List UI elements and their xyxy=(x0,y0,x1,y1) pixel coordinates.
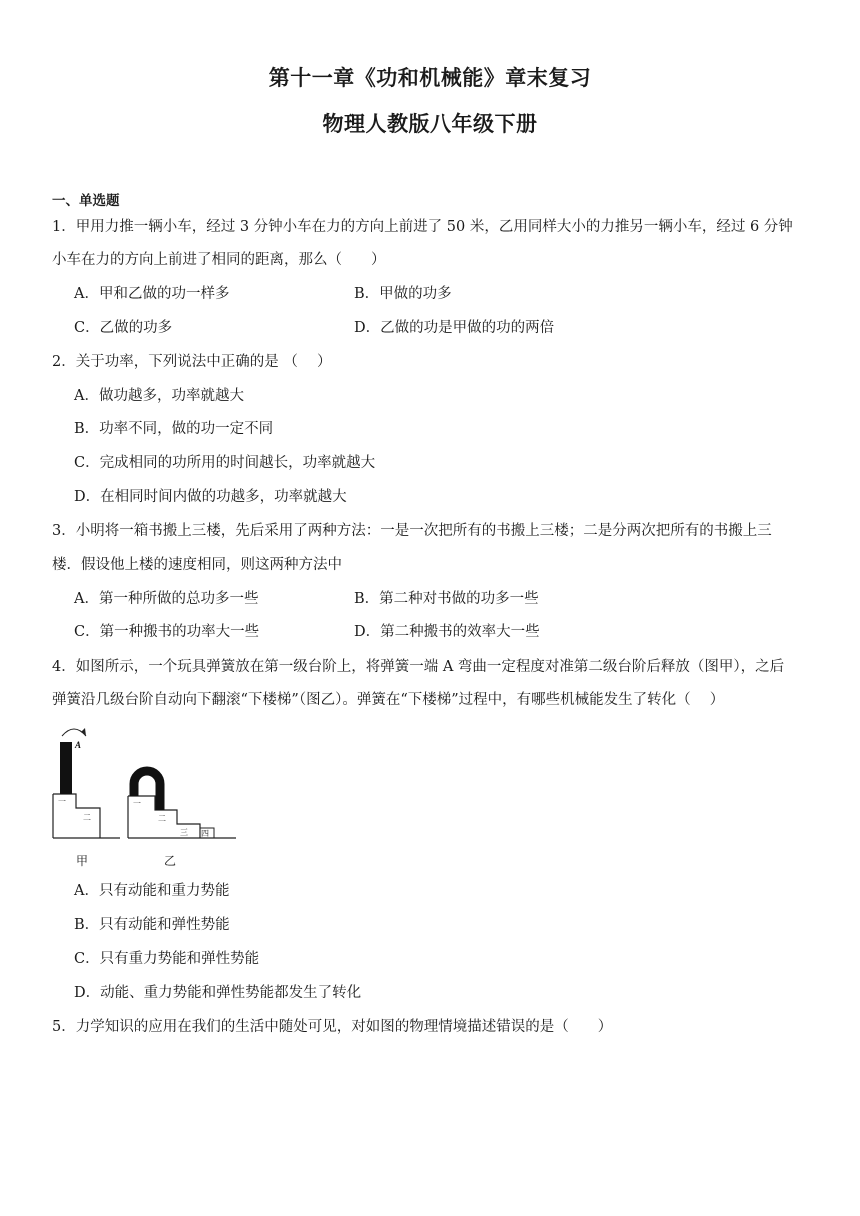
question-1-option-a: A．甲和乙做的功一样多 xyxy=(74,286,230,302)
figure-yi xyxy=(128,771,236,838)
figure-caption-jia: 甲 xyxy=(76,854,89,868)
question-1-line-2: 小车在力的方向上前进了相同的距离，那么（ ） xyxy=(52,252,386,268)
question-2-option-b: B．功率不同，做的功一定不同 xyxy=(74,421,274,437)
question-1-option-d: D．乙做的功是甲做的功的两倍 xyxy=(354,320,555,336)
question-4-option-c: C．只有重力势能和弹性势能 xyxy=(74,951,260,967)
question-2-option-c: C．完成相同的功所用的时间越长，功率就越大 xyxy=(74,455,376,471)
question-1-option-b: B．甲做的功多 xyxy=(354,286,452,302)
question-3-option-d: D．第二种搬书的效率大一些 xyxy=(354,624,540,640)
point-a-label: A xyxy=(75,740,82,750)
question-5-line-1: 5．力学知识的应用在我们的生活中随处可见，对如图的物理情境描述错误的是（ ） xyxy=(52,1019,613,1035)
page-subtitle: 物理人教版八年级下册 xyxy=(322,112,538,136)
question-3-line-2: 楼．假设他上楼的速度相同，则这两种方法中 xyxy=(52,557,342,573)
step-label-yi-4: 四 xyxy=(201,829,209,838)
question-4-option-a: A．只有动能和重力势能 xyxy=(74,883,230,899)
step-label-2: 二 xyxy=(83,813,91,822)
question-1-option-c: C．乙做的功多 xyxy=(74,320,173,336)
question-4-option-b: B．只有动能和弹性势能 xyxy=(74,917,230,933)
figure-jia xyxy=(53,728,120,838)
step-label-yi-3: 三 xyxy=(180,828,188,837)
page-title: 第十一章《功和机械能》章末复习 xyxy=(268,66,592,90)
question-3-option-c: C．第一种搬书的功率大一些 xyxy=(74,624,260,640)
question-3-option-a: A．第一种所做的总功多一些 xyxy=(74,591,259,607)
question-4-line-1: 4．如图所示，一个玩具弹簧放在第一级台阶上，将弹簧一端 A 弯曲一定程度对准第二级台阶后释放（图甲），之后 xyxy=(52,659,785,675)
step-label-yi-2: 二 xyxy=(158,814,166,823)
section-heading: 一、单选题 xyxy=(52,193,120,209)
question-3-line-1: 3．小明将一箱书搬上三楼，先后采用了两种方法：一是一次把所有的书搬上三楼；二是分两次把所有的书搬上三 xyxy=(52,523,772,539)
question-2-line-1: 2．关于功率，下列说法中正确的是 （ ） xyxy=(52,354,332,370)
question-3-option-b: B．第二种对书做的功多一些 xyxy=(354,591,539,607)
figure-caption-yi: 乙 xyxy=(164,854,177,868)
step-label-1: 一 xyxy=(58,797,66,806)
step-label-yi-1: 一 xyxy=(133,799,141,808)
question-2-option-d: D．在相同时间内做的功越多，功率就越大 xyxy=(74,489,347,505)
question-1-line-1: 1．甲用力推一辆小车，经过 3 分钟小车在力的方向上前进了 50 米，乙用同样大小的力推另一辆小车，经过 6 分钟 xyxy=(52,219,793,235)
question-2-option-a: A．做功越多，功率就越大 xyxy=(74,388,244,404)
question-4-line-2: 弹簧沿几级台阶自动向下翻滚“下楼梯”（图乙）。弹簧在“下楼梯”过程中，有哪些机械能发生了转化（ ） xyxy=(52,692,725,708)
spring-stairs-figure xyxy=(50,724,250,846)
question-4-option-d: D．动能、重力势能和弹性势能都发生了转化 xyxy=(74,985,362,1001)
